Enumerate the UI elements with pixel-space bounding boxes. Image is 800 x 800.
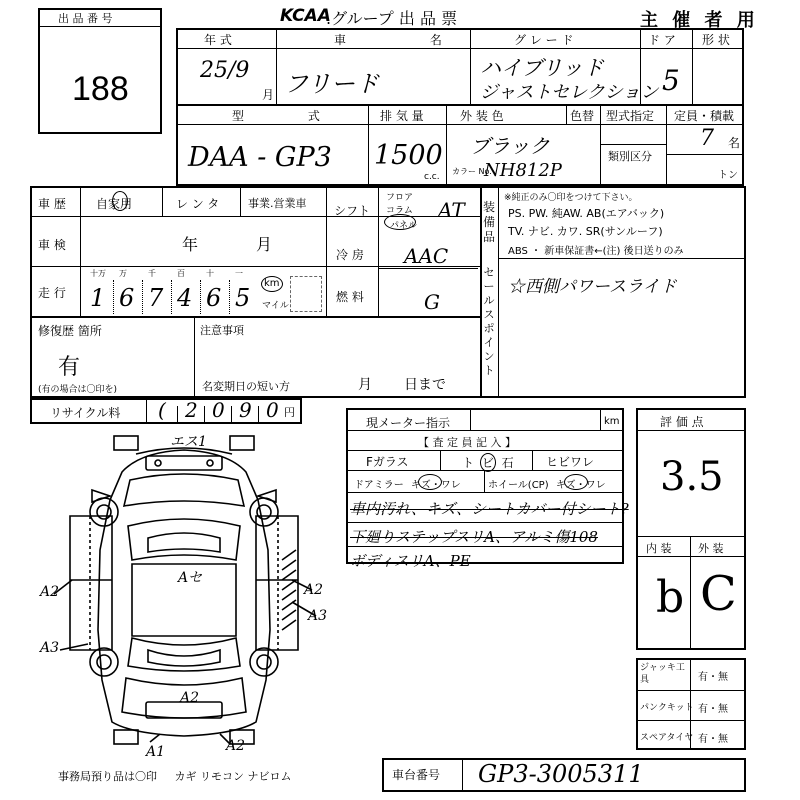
equipment-note: ※純正のみ〇印をつけて下さい。 bbox=[504, 193, 638, 203]
puncture-kit-value: 有・無 bbox=[698, 704, 728, 715]
ac-value: AAC bbox=[404, 244, 449, 268]
repair-label: 修復歴 箇所 bbox=[38, 324, 102, 338]
mileage-digit: 6 bbox=[206, 284, 222, 312]
mirror-circle-mark bbox=[418, 474, 442, 490]
recycle-label: リサイクル料 bbox=[50, 406, 121, 420]
history-option-business: 事業.営業車 bbox=[248, 197, 307, 210]
year-value: 25/9 bbox=[200, 58, 250, 83]
spare-tire-value: 有・無 bbox=[698, 734, 728, 745]
body-type-label: 形 状 bbox=[702, 33, 730, 47]
recycle-unit: 円 bbox=[284, 406, 295, 419]
chassis-label: 車台番号 bbox=[392, 768, 441, 782]
grade-line1: ハイブリッド bbox=[480, 56, 604, 80]
shift-value: AT bbox=[438, 198, 465, 222]
shift-label: シフト bbox=[334, 204, 371, 218]
organizer-label: 主 催 者 用 bbox=[640, 10, 759, 31]
mileage-divider bbox=[229, 280, 230, 314]
diagram-mark-rear-a1: A1 bbox=[146, 744, 166, 760]
history-label: 車 歴 bbox=[38, 197, 66, 211]
capacity-unit: 名 bbox=[728, 136, 741, 150]
equipment-line3: ABS ・ 新車保証書←(注) 後日送りのみ bbox=[508, 246, 684, 257]
diagram-mark-rear-a2: A2 bbox=[180, 690, 200, 706]
inspection-year-unit: 年 bbox=[182, 235, 199, 254]
grade-label: グ レ ー ド bbox=[514, 33, 574, 47]
car-name-label: 車 名 bbox=[334, 33, 482, 47]
model-value: DAA - GP3 bbox=[188, 142, 332, 173]
recycle-divider bbox=[258, 406, 259, 422]
color-value: ブラック bbox=[470, 134, 550, 158]
glass-option-to: ト bbox=[462, 456, 475, 470]
chassis-number: GP3-3005311 bbox=[478, 760, 644, 788]
history-circle-mark bbox=[112, 191, 128, 211]
repair-value: 有 bbox=[58, 355, 81, 380]
glass-option-ishi: 石 bbox=[501, 456, 514, 470]
mileage-digit: 5 bbox=[235, 284, 251, 312]
shift-option-column: コラム bbox=[386, 206, 413, 216]
diagram-mark-right-a2: A2 bbox=[304, 582, 324, 598]
history-option-private: 自家用 bbox=[96, 197, 133, 211]
score-label: 評 価 点 bbox=[660, 415, 704, 429]
fuel-label: 燃 料 bbox=[336, 290, 364, 304]
grade-line2: ジャストセレクション bbox=[480, 82, 659, 103]
ac-label: 冷 房 bbox=[336, 248, 364, 262]
comment-line1: 車内汚れ、キズ、シートカバー付シート? bbox=[350, 500, 629, 518]
shift-option-floor: フロア bbox=[386, 193, 414, 203]
recycle-divider bbox=[177, 406, 178, 422]
office-items: カギ リモコン ナビロム bbox=[174, 770, 292, 783]
color-code-value: NH812P bbox=[484, 160, 562, 181]
load-unit: トン bbox=[718, 170, 738, 181]
wheel-row bbox=[488, 476, 606, 491]
wheel-circle-mark bbox=[564, 474, 588, 490]
doors-value: 5 bbox=[662, 64, 680, 97]
car-name-value: フリード bbox=[284, 70, 380, 98]
exterior-score: C bbox=[700, 566, 737, 622]
equipment-label: 装備品 bbox=[482, 200, 495, 244]
model-label: 型 式 bbox=[232, 109, 350, 123]
comment-line2: 下廻りステップスリA、アルミ傷108 bbox=[350, 528, 598, 546]
mileage-dotted-box bbox=[290, 276, 322, 312]
puncture-kit-label: パンクキット bbox=[640, 703, 694, 713]
diagram-mark-left-a3: A3 bbox=[40, 640, 60, 656]
recycle-divider bbox=[204, 406, 205, 422]
mirror-options: キズ・ワレ bbox=[410, 480, 461, 491]
year-month-unit: 月 bbox=[262, 88, 275, 102]
meter-km-unit: km bbox=[604, 416, 620, 427]
interior-label: 内 装 bbox=[646, 542, 672, 555]
mirror-label: ドアミラー bbox=[354, 480, 404, 491]
color-label: 外 装 色 bbox=[460, 109, 504, 123]
mileage-digit: 7 bbox=[148, 284, 164, 312]
wheel-options: キズ・ワレ bbox=[555, 480, 606, 491]
notes-label: 注意事項 bbox=[200, 324, 244, 337]
mileage-divider bbox=[171, 280, 172, 314]
meter-label: 現メーター指示 bbox=[366, 416, 451, 430]
mileage-digit: 1 bbox=[90, 284, 106, 312]
cc-unit: c.c. bbox=[424, 172, 440, 182]
inspection-label: 車 検 bbox=[38, 238, 66, 252]
diagram-mark-front: エス1 bbox=[170, 434, 207, 450]
mileage-unit-label: 一 bbox=[235, 269, 243, 278]
score-value: 3.5 bbox=[660, 454, 724, 500]
office-note-row bbox=[58, 768, 292, 784]
crack-label: ヒビワレ bbox=[546, 455, 595, 469]
inspector-label: 【 査 定 員 記 入 】 bbox=[418, 436, 516, 449]
jack-value: 有・無 bbox=[698, 672, 728, 683]
exterior-label: 外 装 bbox=[698, 542, 724, 555]
inspection-month-unit: 月 bbox=[256, 235, 273, 254]
wheel-label: ホイール(CP) bbox=[488, 480, 549, 491]
brand-logo: KCAA bbox=[280, 6, 331, 26]
capacity-label: 定員・積載 bbox=[674, 109, 735, 123]
mileage-divider bbox=[113, 280, 114, 314]
spare-tire-label: スペアタイヤ bbox=[640, 733, 694, 743]
deadline-label: 名変期日の短い方 bbox=[202, 380, 290, 393]
model-designation-label: 型式指定 bbox=[606, 109, 655, 123]
diagram-mark-right-a3: A3 bbox=[308, 608, 328, 624]
km-circle-mark bbox=[261, 276, 283, 292]
displacement-value: 1500 bbox=[374, 140, 443, 171]
mileage-unit-label: 十 bbox=[206, 269, 214, 278]
history-option-rental: レンタ bbox=[176, 197, 224, 211]
glass-options bbox=[462, 453, 514, 472]
color-change-label: 色替 bbox=[570, 109, 595, 123]
mileage-unit-label: 万 bbox=[119, 269, 127, 278]
recycle-digit: 9 bbox=[239, 398, 252, 422]
mile-unit: マイル bbox=[262, 301, 289, 311]
mileage-digit: 4 bbox=[177, 284, 193, 312]
mileage-divider bbox=[200, 280, 201, 314]
diagram-mark-roof: Aセ bbox=[178, 570, 203, 586]
lot-number-label: 出 品 番 号 bbox=[58, 12, 113, 25]
recycle-digit: 0 bbox=[212, 398, 225, 422]
diagram-mark-rear-right-a2: A2 bbox=[226, 738, 246, 754]
shift-circle-mark bbox=[384, 214, 416, 230]
recycle-digit: 0 bbox=[266, 398, 279, 422]
mirror-row bbox=[354, 476, 461, 491]
equipment-line1: PS. PW. 純AW. AB(エアバック) bbox=[508, 207, 665, 220]
mileage-divider bbox=[142, 280, 143, 314]
mileage-unit-label: 千 bbox=[148, 269, 156, 278]
office-note: 事務局預り品は〇印 bbox=[58, 770, 157, 783]
displacement-label: 排 気 量 bbox=[380, 109, 424, 123]
repair-note: (有の場合は〇印を) bbox=[38, 385, 118, 395]
car-damage-diagram bbox=[30, 430, 350, 760]
mileage-label: 走 行 bbox=[38, 286, 66, 300]
jack-label: ジャッキ工具 bbox=[640, 663, 685, 685]
diagram-mark-left-a2: A2 bbox=[40, 584, 60, 600]
glass-label: Fガラス bbox=[366, 455, 409, 469]
mileage-digit: 6 bbox=[119, 284, 135, 312]
shift-option-panel: パネル bbox=[390, 221, 418, 231]
selling-point-text: ☆西側パワースライド bbox=[508, 277, 677, 297]
color-no-label: カラー No. bbox=[452, 167, 492, 176]
deadline-day-unit: 日まで bbox=[404, 377, 446, 393]
deadline-month-unit: 月 bbox=[358, 377, 372, 393]
equipment-line2: TV. ナビ. カワ. SR(サンルーフ) bbox=[508, 225, 663, 238]
mileage-unit-label: 十万 bbox=[90, 269, 106, 278]
interior-score: b bbox=[656, 572, 685, 623]
form-title: .グループ 出 品 票 bbox=[326, 9, 458, 28]
glass-option-bi: ビ bbox=[480, 453, 496, 472]
recycle-divider bbox=[231, 406, 232, 422]
category-label: 類別区分 bbox=[608, 150, 652, 163]
capacity-value: 7 bbox=[700, 126, 714, 151]
km-unit: km bbox=[264, 278, 280, 289]
recycle-digit: 2 bbox=[185, 398, 198, 422]
fuel-value: G bbox=[424, 290, 440, 314]
mileage-unit-label: 百 bbox=[177, 269, 185, 278]
selling-point-label: セールスポイント bbox=[483, 266, 495, 377]
year-label: 年 式 bbox=[204, 33, 232, 47]
doors-label: ド ア bbox=[648, 33, 676, 47]
comment-line3: ボディスリA、PE bbox=[350, 552, 471, 570]
recycle-digit: ( bbox=[158, 398, 166, 422]
lot-number: 188 bbox=[72, 70, 129, 108]
